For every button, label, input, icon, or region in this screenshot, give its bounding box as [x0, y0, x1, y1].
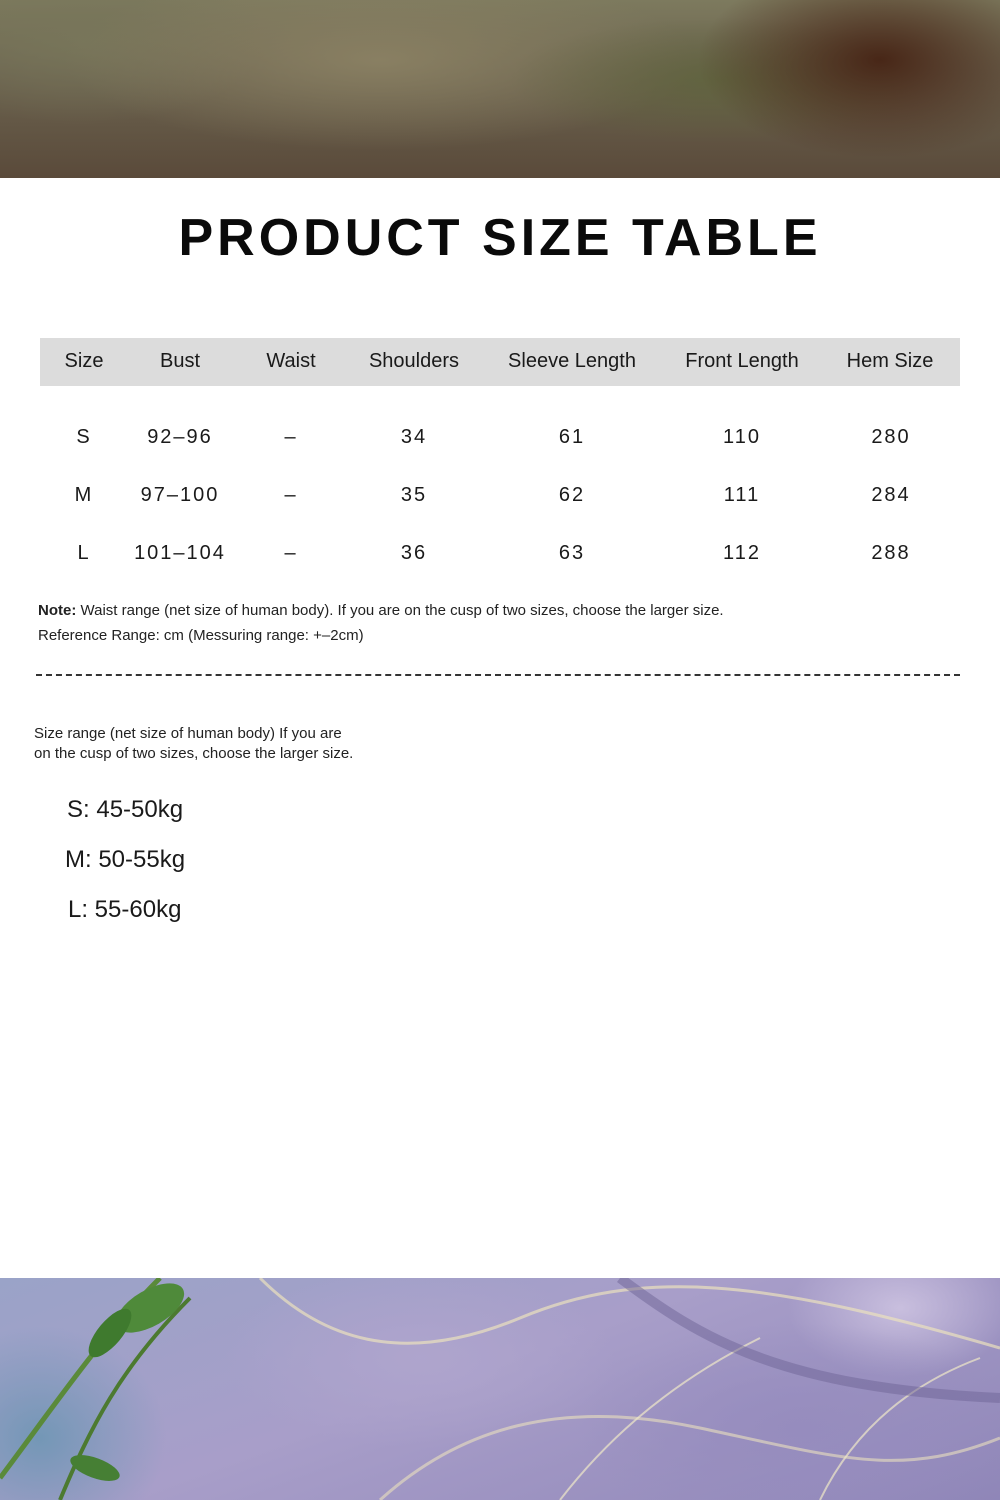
table-cell-hem-size: 288	[871, 542, 911, 564]
weight-item-l: L: 55-60kg	[68, 896, 182, 923]
table-cell-sleeve-length: 62	[558, 484, 586, 506]
table-cell-front-length: 110	[723, 426, 761, 448]
top-background-photo	[0, 0, 1000, 178]
table-cell-bust: 97–100	[140, 484, 220, 506]
header-shoulders: Shoulders	[368, 350, 460, 372]
fabric-pattern-illustration	[0, 1278, 1000, 1500]
page-title: PRODUCT SIZE TABLE	[178, 209, 822, 267]
header-hem-size: Hem Size	[846, 350, 934, 372]
header-front-length: Front Length	[685, 350, 799, 372]
dashed-divider	[36, 674, 960, 676]
table-cell-front-length: 111	[723, 484, 761, 506]
note-label: Note:	[38, 602, 77, 619]
table-cell-waist: –	[284, 542, 298, 564]
header-size: Size	[64, 350, 104, 372]
table-cell-hem-size: 284	[871, 484, 911, 506]
table-cell-waist: –	[284, 426, 298, 448]
weight-item-s: S: 45-50kg	[67, 796, 184, 823]
table-cell-sleeve-length: 63	[558, 542, 586, 564]
table-cell-size: M	[74, 484, 94, 506]
table-cell-size: S	[76, 426, 92, 448]
weight-intro-line-1: Size range (net size of human body) If you are	[34, 725, 342, 742]
table-cell-shoulders: 36	[400, 542, 428, 564]
header-waist: Waist	[266, 350, 316, 372]
table-cell-bust: 101–104	[134, 542, 226, 564]
table-cell-hem-size: 280	[871, 426, 911, 448]
reference-range-note: Reference Range: cm (Messuring range: +–2cm)	[38, 627, 364, 644]
header-sleeve-length: Sleeve Length	[508, 350, 636, 372]
table-cell-waist: –	[284, 484, 298, 506]
table-cell-sleeve-length: 61	[558, 426, 586, 448]
weight-intro-line-2: on the cusp of two sizes, choose the larger size.	[34, 745, 354, 762]
bottom-fabric-photo	[0, 1278, 1000, 1500]
header-bust: Bust	[159, 350, 201, 372]
note-text: Waist range (net size of human body). If you are on the cusp of two sizes, choose the larger size.	[76, 602, 724, 619]
table-cell-shoulders: 35	[400, 484, 428, 506]
size-note	[38, 602, 724, 619]
table-cell-bust: 92–96	[147, 426, 213, 448]
weight-item-m: M: 50-55kg	[65, 846, 186, 873]
table-cell-size: L	[77, 542, 91, 564]
table-cell-front-length: 112	[723, 542, 761, 564]
table-cell-shoulders: 34	[400, 426, 428, 448]
